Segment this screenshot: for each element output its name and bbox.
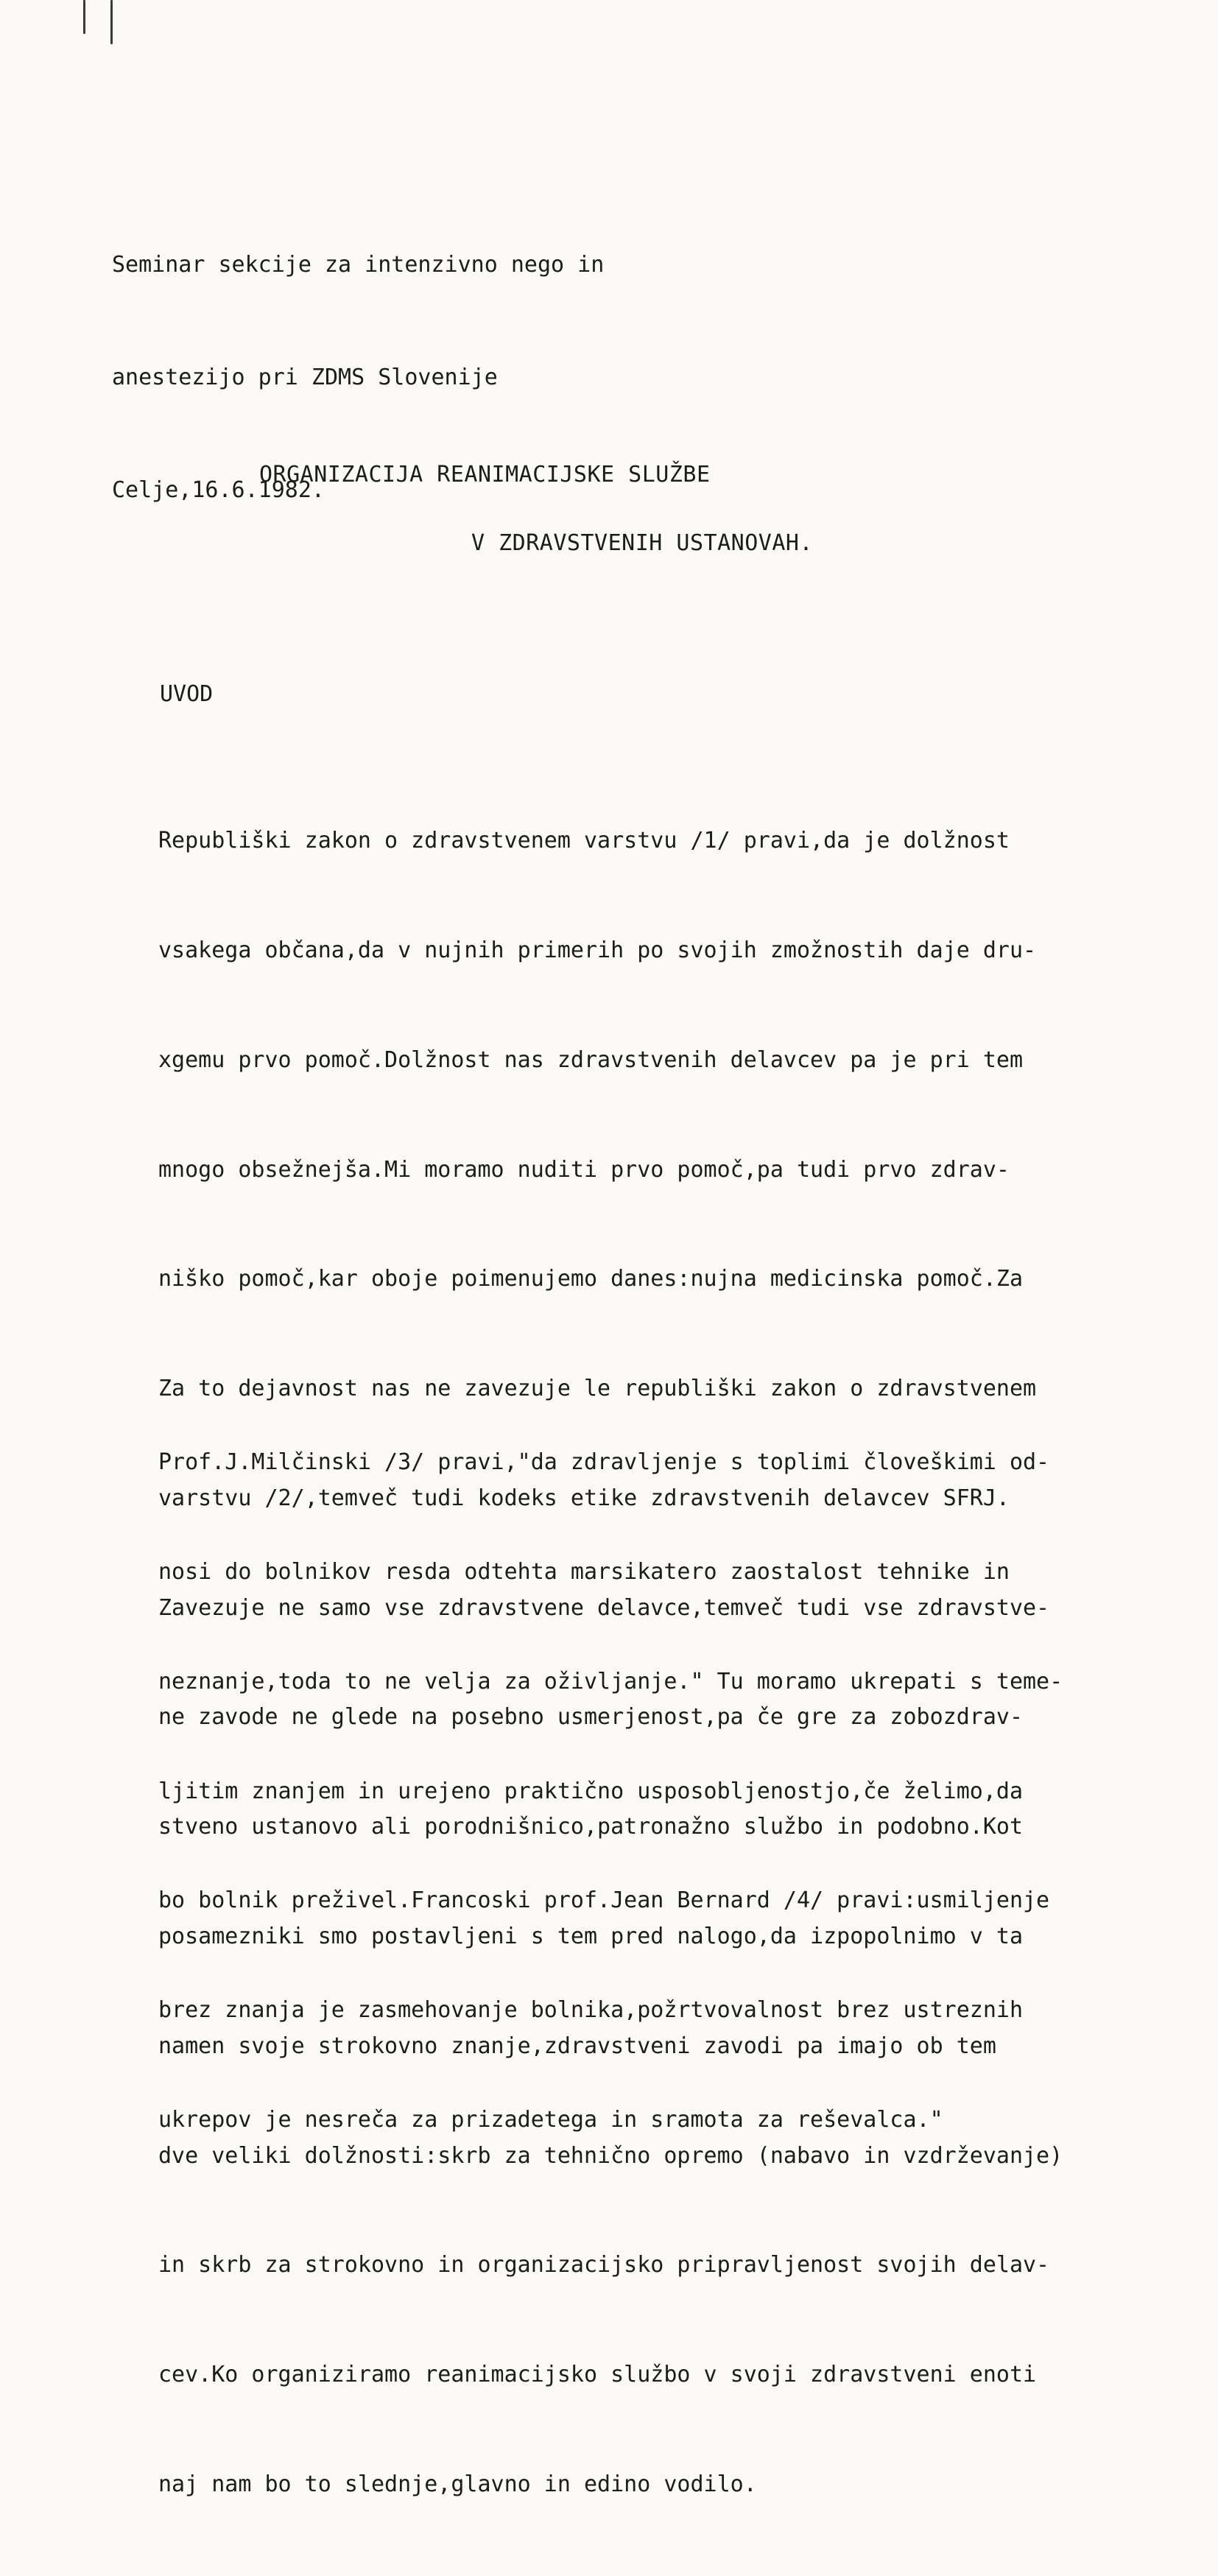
paragraph-line: in skrb za strokovno in organizacijsko pripravljenost svojih delav- bbox=[158, 2252, 1050, 2278]
section-heading: UVOD bbox=[160, 681, 214, 707]
paragraph-line: dve veliki dolžnosti:skrb za tehnično opremo (nabavo in vzdrževanje) bbox=[158, 2142, 1063, 2169]
paragraph-line: Zavezuje ne samo vse zdravstvene delavce,temveč tudi vse zdravstve- bbox=[158, 1594, 1050, 1621]
header-line: Celje,16.6.1982. bbox=[112, 477, 325, 503]
paragraph-line: ukrepov je nesreča za prizadetega in sramota za reševalca." bbox=[158, 2106, 943, 2133]
paragraph-line: posamezniki smo postavljeni s tem pred nalogo,da izpopolnimo v ta bbox=[158, 1924, 1023, 1949]
paragraph-line: Za to dejavnost nas ne zavezuje le republiški zakon o zdravstvenem bbox=[158, 1376, 1037, 1402]
document-title-line-1: ORGANIZACIJA REANIMACIJSKE SLUŽBE bbox=[259, 462, 711, 488]
paragraph-line: xgemu prvo pomoč.Dolžnost nas zdravstvenih delavcev pa je pri tem bbox=[158, 1046, 1023, 1073]
paragraph-line: stveno ustanovo ali porodnišnico,patronažno službo in podobno.Kot bbox=[158, 1814, 1023, 1840]
document-header bbox=[112, 171, 604, 584]
paragraph-line: cev.Ko organiziramo reanimacijsko službo v svoji zdravstveni enoti bbox=[158, 2362, 1037, 2388]
header-line: anestezijo pri ZDMS Slovenije bbox=[112, 365, 498, 390]
scan-mark bbox=[110, 0, 113, 44]
paragraph-line: varstvu /2/,temveč tudi kodeks etike zdravstvenih delavcev SFRJ. bbox=[158, 1485, 1010, 1511]
paragraph-line: Republiški zakon o zdravstvenem varstvu /1/ pravi,da je dolžnost bbox=[158, 828, 1010, 854]
paragraph-line: Prof.J.Milčinski /3/ pravi,"da zdravljenje s toplimi človeškimi od- bbox=[158, 1449, 1050, 1476]
paragraph-line: brez znanja je zasmehovanje bolnika,požrtvovalnost brez ustreznih bbox=[158, 1997, 1023, 2024]
paragraph-line: neznanje,toda to ne velja za oživljanje." Tu moramo ukrepati s teme- bbox=[158, 1668, 1063, 1695]
paragraph-line: vsakega občana,da v nujnih primerih po svojih zmožnostih daje dru- bbox=[158, 937, 1037, 963]
document-title-line-2: V ZDRAVSTVENIH USTANOVAH. bbox=[471, 530, 814, 556]
paragraph-line: niško pomoč,kar oboje poimenujemo danes:nujna medicinska pomoč.Za bbox=[158, 1266, 1023, 1292]
paragraph-line: naj nam bo to slednje,glavno in edino vodilo. bbox=[158, 2471, 757, 2497]
paragraph-line: nosi do bolnikov resda odtehta marsikatero zaostalost tehnike in bbox=[158, 1558, 1010, 1585]
paragraph-line: ne zavode ne glede na posebno usmerjenost,pa če gre za zobozdrav- bbox=[158, 1704, 1023, 1731]
paragraph-line: mnogo obsežnejša.Mi moramo nuditi prvo pomoč,pa tudi prvo zdrav- bbox=[158, 1156, 1010, 1183]
paragraph-line: bo bolnik preživel.Francoski prof.Jean Bernard /4/ pravi:usmiljenje bbox=[158, 1887, 1050, 1914]
paragraph-line: ljitim znanjem in urejeno praktično usposobljenostjo,če želimo,da bbox=[158, 1778, 1023, 1804]
paragraph-line: namen svoje strokovno znanje,zdravstveni zavodi pa imajo ob tem bbox=[158, 2033, 996, 2059]
scan-mark bbox=[83, 0, 85, 34]
header-line: Seminar sekcije za intenzivno nego in bbox=[112, 252, 605, 278]
body-paragraph-2 bbox=[158, 1371, 1160, 2211]
